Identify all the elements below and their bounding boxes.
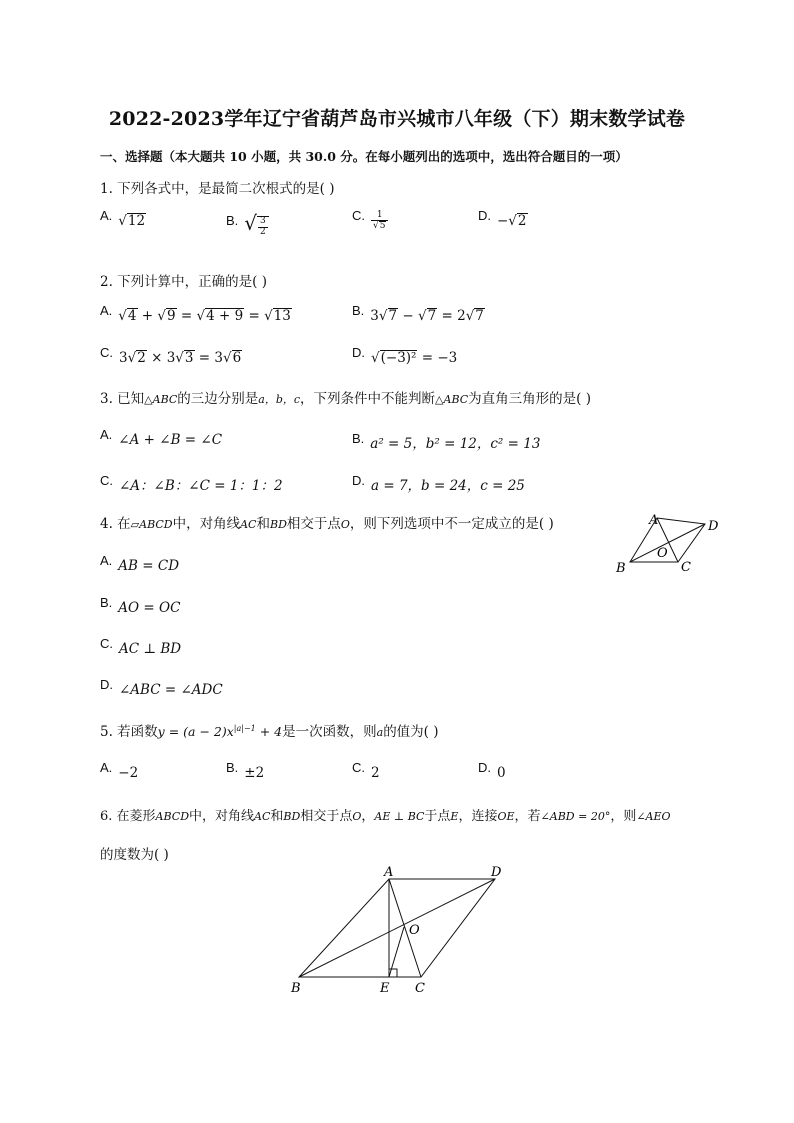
q4-option-b: B. AO = OC (100, 595, 181, 616)
label-a: A (384, 865, 394, 880)
label-d: D (708, 519, 719, 534)
q5-option-b: B. ±2 (226, 760, 265, 781)
label-c: C (681, 560, 691, 575)
q2-option-b: B. 3√7 − √7 = 2√7 (352, 303, 484, 324)
q4-parallelogram-figure (610, 510, 730, 576)
page-title: 2022-2023学年辽宁省葫芦岛市兴城市八年级（下）期末数学试卷 (108, 108, 686, 130)
label-b: B (616, 561, 626, 576)
q2-option-d: D. √(−3)² = −3 (352, 345, 458, 366)
q3-option-a: A. ∠A + ∠B = ∠C (100, 427, 223, 448)
q5-option-a: A. −2 (100, 760, 139, 781)
section-heading: 一、选择题（本大题共 10 小题，共 30.0 分。在每小题列出的选项中，选出符合题目的一项） (100, 149, 628, 164)
label-e: E (380, 981, 390, 996)
q1-option-b: B. √ $\frac{3}{2}$ (226, 211, 269, 237)
q3-option-c: C. ∠A：∠B：∠C = 1：1：2 (100, 473, 283, 494)
question-4-stem: 4. 在▱ABCD中，对角线AC和BD相交于点O，则下列选项中不一定成立的是( ) (100, 516, 554, 532)
q3-option-b: B. a² = 5，b² = 12，c² = 13 (352, 431, 541, 452)
question-6-stem-line-1: 6. 在菱形ABCD中，对角线AC和BD相交于点O，AE ⊥ BC于点E，连接OE，若∠ABD = 20°，则∠AEO (100, 809, 671, 824)
question-6-stem-line-2: 的度数为( ) (100, 847, 169, 863)
q1-option-a: A. √12 (100, 208, 146, 229)
label-d: D (491, 865, 502, 880)
q5-option-c: C. 2 (352, 760, 380, 781)
q4-option-a: A. AB = CD (100, 553, 180, 574)
label-b: B (291, 981, 301, 996)
label-c: C (415, 981, 425, 996)
label-a: A (649, 513, 659, 528)
q2-option-a: A. √4 + √9 = √4 + 9 = √13 (100, 303, 291, 324)
q6-rhombus-figure (285, 865, 515, 1000)
diagonal-bd (299, 879, 495, 977)
question-2-stem: 2. 下列计算中，正确的是( ) (100, 274, 267, 290)
question-5-stem: 5. 若函数$y = (a - 2)x^{|a|-1} + 4$是一次函数，则a的值为( ) (100, 723, 439, 740)
label-o: O (657, 546, 668, 561)
q2-option-c: C. 3√2 × 3√3 = 3√6 (100, 345, 242, 366)
q4-option-d: D. ∠ABC = ∠ADC (100, 677, 223, 698)
q5-option-d: D. 0 (478, 760, 506, 781)
question-1-stem: 1. 下列各式中，是最简二次根式的是( ) (100, 181, 335, 197)
q1-option-c: C. $\frac{1}{√5}$ (352, 211, 388, 232)
q4-option-c: C. AC ⊥ BD (100, 636, 182, 657)
q3-option-d: D. a = 7，b = 24，c = 25 (352, 473, 525, 494)
q1-option-d: D. −√2 (478, 208, 527, 229)
label-o: O (409, 923, 420, 938)
question-3-stem: 3. 已知△ABC的三边分别是a，b，c，下列条件中不能判断△ABC为直角三角形的是( ) (100, 391, 591, 407)
